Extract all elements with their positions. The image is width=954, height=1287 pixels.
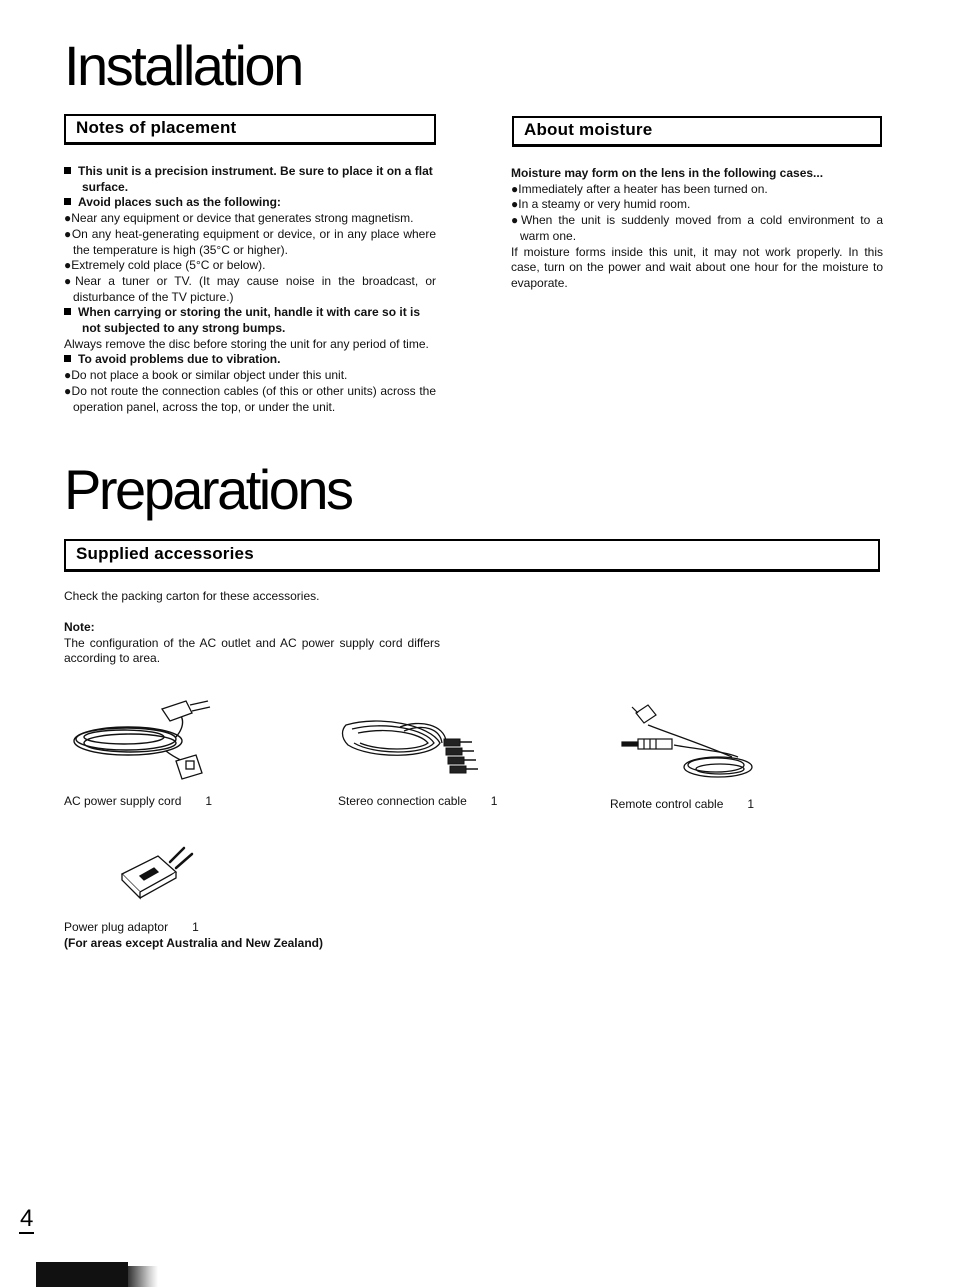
placement-item: ●Near any equipment or device that generates strong magnetism. [64, 211, 414, 226]
remote-cable-icon [614, 705, 759, 785]
power-plug-adaptor-caption: Power plug adaptor 1 [64, 920, 199, 934]
accessories-note [64, 620, 440, 667]
moisture-notes [511, 166, 883, 292]
moisture-intro: Moisture may form on the lens in the following cases... [511, 166, 824, 180]
placement-item: ●Do not place a book or similar object under this unit. [64, 368, 348, 383]
placement-note-carrying: When carrying or storing the unit, handle it with care so it is not subjected to any strong bumps. [64, 305, 436, 336]
supplied-accessories-heading [64, 539, 880, 571]
placement-item: ●Near a tuner or TV. (It may cause noise in the broadcast, or disturbance of the TV picture.) [64, 273, 436, 304]
placement-item: ●Do not route the connection cables (of this or other units) across the operation panel, across the top, or under the unit. [64, 383, 436, 414]
notes-of-placement-heading [64, 114, 436, 144]
page-number: 4 [20, 1205, 34, 1232]
notes-of-placement-heading-text: Notes of placement [76, 118, 237, 137]
adaptor-area-note: (For areas except Australia and New Zealand) [64, 936, 323, 950]
installation-title: Installation [64, 34, 302, 97]
ac-power-supply-cord-caption: AC power supply cord 1 [64, 794, 213, 808]
moisture-item: ●In a steamy or very humid room. [511, 197, 691, 212]
moisture-item: ●Immediately after a heater has been turned on. [511, 181, 768, 196]
placement-text: Always remove the disc before storing the unit for any period of time. [64, 336, 429, 351]
remote-control-cable-caption: Remote control cable 1 [610, 797, 755, 811]
stereo-cable-icon [340, 715, 490, 785]
accessories-intro-text: Check the packing carton for these accessories. [64, 589, 320, 603]
square-bullet-icon [64, 167, 71, 174]
note-label: Note: [64, 620, 95, 634]
about-moisture-heading [512, 116, 882, 146]
square-bullet-icon [64, 355, 71, 362]
edge-mark [36, 1262, 128, 1287]
preparations-title: Preparations [64, 458, 352, 521]
supplied-accessories-heading-text: Supplied accessories [76, 544, 254, 563]
placement-item: ●On any heat-generating equipment or device, or in any place where the temperature is high (35°C or higher). [64, 226, 436, 257]
placement-note-vibration: To avoid problems due to vibration. [64, 352, 436, 368]
accessories-intro [64, 589, 436, 605]
placement-note-precision: This unit is a precision instrument. Be sure to place it on a flat surface. [64, 164, 436, 195]
placement-notes [64, 164, 436, 415]
moisture-text: If moisture forms inside this unit, it may not work properly. In this case, turn on the power and wait about one hour for the moisture to evaporate. [511, 244, 883, 290]
placement-note-avoid: Avoid places such as the following: [64, 195, 436, 211]
plug-adaptor-icon [118, 842, 198, 900]
power-cord-icon [66, 695, 216, 781]
about-moisture-heading-text: About moisture [524, 120, 653, 139]
square-bullet-icon [64, 198, 71, 205]
note-text: The configuration of the AC outlet and AC power supply cord differs according to area. [64, 635, 440, 666]
stereo-connection-cable-caption: Stereo connection cable 1 [338, 794, 498, 808]
placement-item: ●Extremely cold place (5°C or below). [64, 258, 266, 273]
square-bullet-icon [64, 308, 71, 315]
moisture-item: ●When the unit is suddenly moved from a cold environment to a warm one. [511, 213, 883, 243]
